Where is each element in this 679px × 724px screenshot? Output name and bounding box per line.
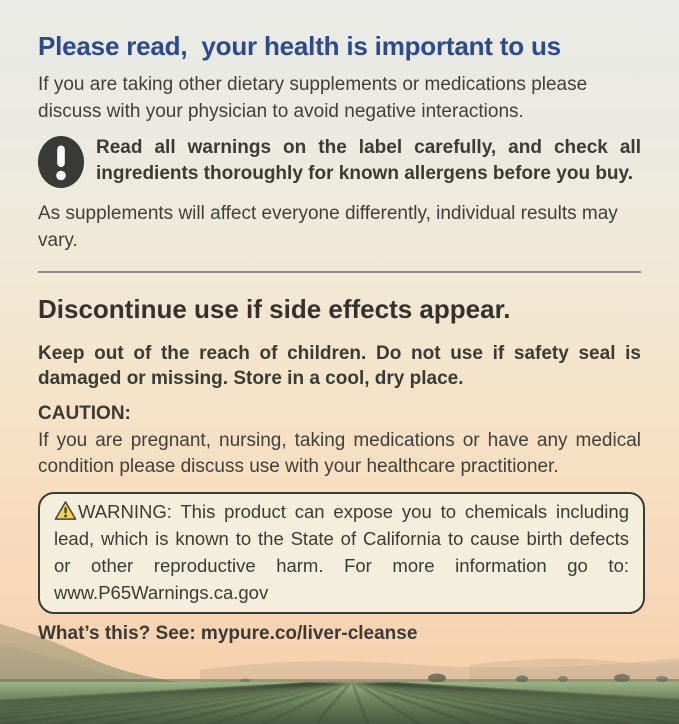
- warning-triangle-icon: [54, 500, 77, 521]
- side-effects-title: Discontinue use if side effects appear.: [38, 294, 511, 324]
- exclamation-circle-icon: [38, 136, 84, 188]
- allergen-alert: [38, 135, 641, 188]
- allergen-alert-text: Read all warnings on the label carefully, and check all ingredients thoroughly for known allergens before you buy.: [96, 137, 641, 184]
- caution-text: If you are pregnant, nursing, taking medications or have any medical condition please discuss use with your healthcare practitioner.: [38, 430, 641, 477]
- keep-out-text: Keep out of the reach of children. Do not use if safety seal is damaged or missing. Store in a cool, dry place.: [38, 343, 641, 389]
- caution-label: CAUTION:: [38, 403, 131, 424]
- section-divider: [38, 271, 641, 273]
- whats-this-link-text: What’s this? See: mypure.co/liver-cleanse: [38, 623, 418, 644]
- prop65-text: WARNING: This product can expose you to chemicals including lead, which is known to the State of California to cause birth defects or other reproductive harm. For more information go to: www.P65Warnings.ca.gov: [54, 501, 629, 603]
- prop65-warning-box: [38, 492, 645, 614]
- results-note: As supplements will affect everyone differently, individual results may vary.: [38, 203, 618, 251]
- prop65-warning-text: [54, 498, 629, 606]
- page-title: Please read, your health is important to us: [38, 31, 561, 61]
- intro-paragraph: If you are taking other dietary supplements or medications please discuss with your physician to avoid negative interactions.: [38, 74, 588, 122]
